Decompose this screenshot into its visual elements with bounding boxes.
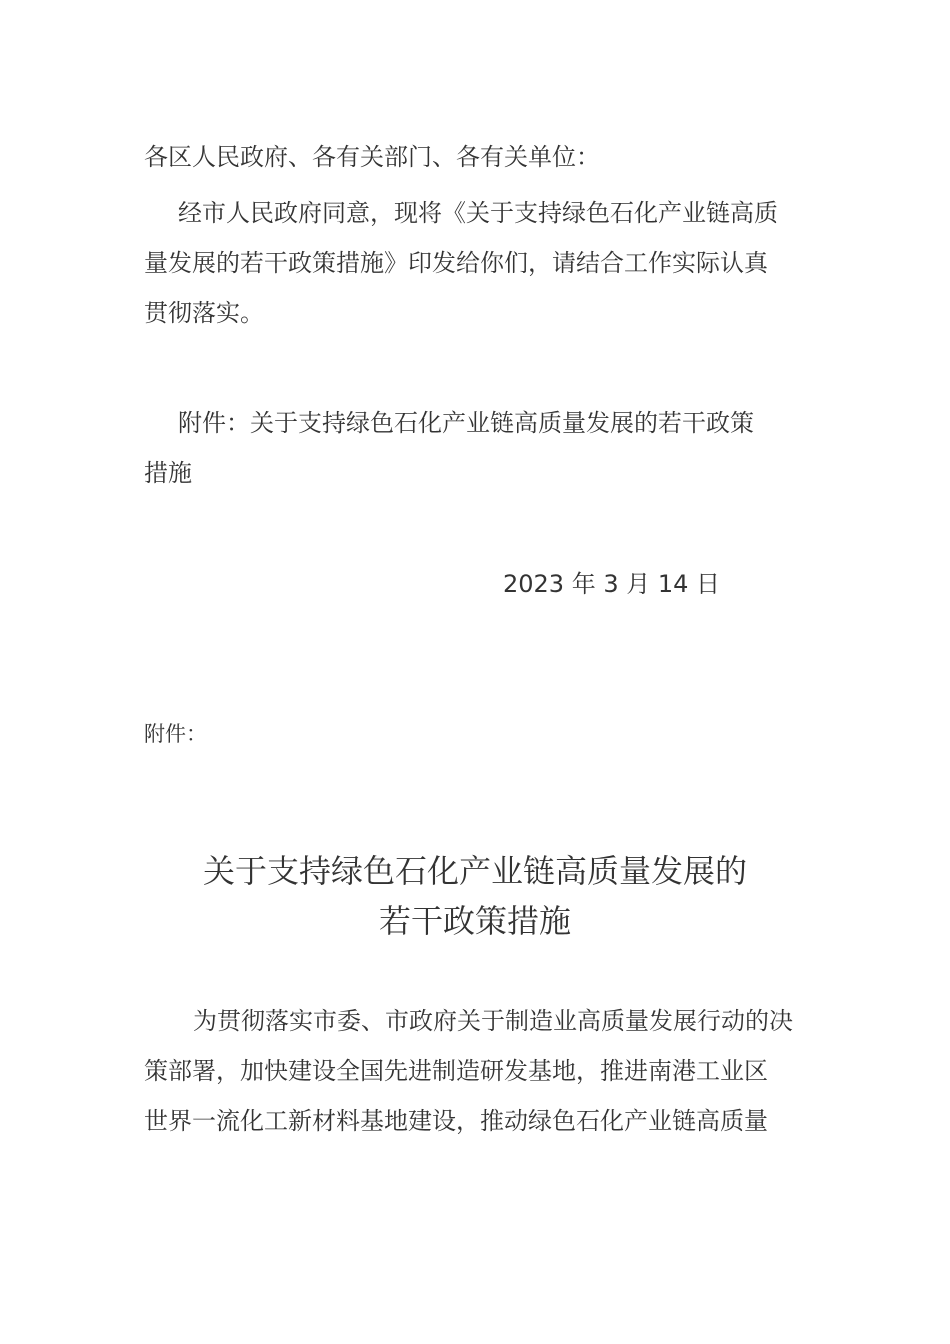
- letter-body-line: 贯彻落实。: [144, 299, 264, 327]
- salutation: 各区人民政府、各有关部门、各有关单位：: [144, 143, 600, 171]
- intro-paragraph-line: 世界一流化工新材料基地建设，推动绿色石化产业链高质量: [144, 1107, 768, 1135]
- attachment-heading: 附件：: [144, 722, 207, 746]
- document-title: [0, 846, 950, 946]
- letter-body-line: 量发展的若干政策措施》印发给你们，请结合工作实际认真: [144, 249, 768, 277]
- document-title-line: 若干政策措施: [378, 902, 571, 940]
- intro-paragraph-line: 为贯彻落实市委、市政府关于制造业高质量发展行动的决: [193, 1007, 793, 1035]
- issue-date: 2023 年 3 月 14 日: [503, 570, 721, 598]
- letter-body-line: 经市人民政府同意，现将《关于支持绿色石化产业链高质: [178, 199, 778, 227]
- document-title-line: 关于支持绿色石化产业链高质量发展的: [202, 852, 747, 890]
- attachment-note-line: 措施: [144, 459, 192, 487]
- intro-paragraph-line: 策部署，加快建设全国先进制造研发基地，推进南港工业区: [144, 1057, 768, 1085]
- attachment-note-line: 附件：关于支持绿色石化产业链高质量发展的若干政策: [178, 409, 754, 437]
